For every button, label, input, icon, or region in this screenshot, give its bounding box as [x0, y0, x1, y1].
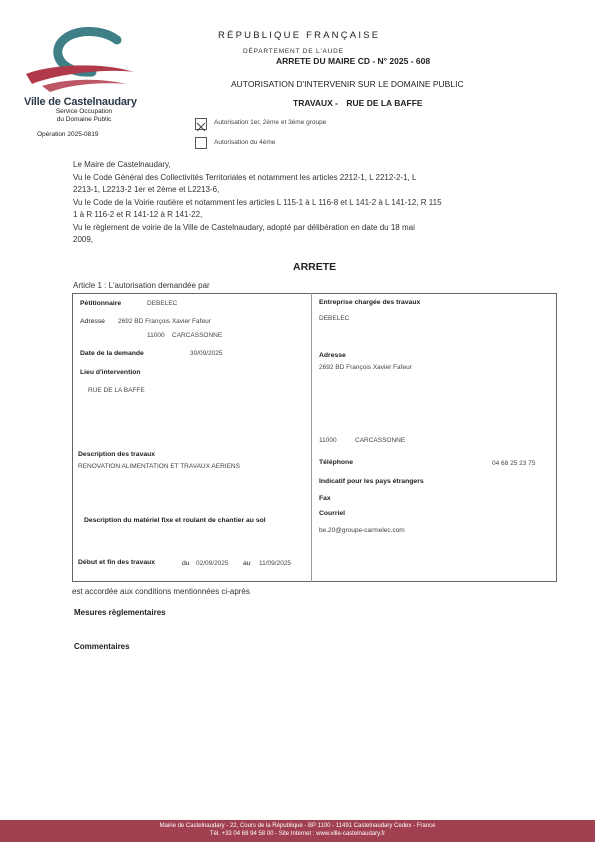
visas-block: [73, 159, 442, 247]
travaux-title: [293, 98, 423, 108]
checkbox-groupes-1-2-3[interactable]: [195, 118, 207, 130]
checkbox-label-1-2-3: Autorisation 1er, 2ème et 3ème groupe: [214, 119, 327, 126]
rue-label: RUE DE LA BAFFE: [346, 98, 423, 108]
ville-value: CARCASSONNE: [172, 332, 223, 339]
departement: DÉPARTEMENT DE L'AUDE: [243, 48, 344, 55]
au-label: au: [243, 560, 251, 567]
courriel-label: Courriel: [319, 510, 346, 517]
code-postal-value: 11000: [147, 332, 165, 339]
checkbox-groupe-4[interactable]: [195, 137, 207, 149]
visa-line: 2009,: [73, 235, 94, 244]
entreprise-code-postal: 11000: [319, 437, 337, 444]
courriel-value: be.20@groupe-carmelec.com: [319, 527, 405, 534]
city-name: Ville de Castelnaudary: [24, 96, 137, 108]
du-label: du: [182, 560, 190, 567]
telephone-label: Téléphone: [319, 459, 353, 466]
travaux-label: TRAVAUX -: [293, 98, 339, 108]
commentaires-heading: Commentaires: [74, 642, 130, 651]
request-form-box: [72, 293, 557, 582]
visa-line: Vu le Code de la Voirie routière et notamment les articles L 115-1 à L 116-8 et L 141-2 à L 141-12, R 115: [73, 197, 442, 207]
adresse-value: 2692 BD François Xavier Fafeur: [118, 318, 211, 325]
footer-address: Mairie de Castelnaudary - 22, Cours de la République - BP 1100 - 11491 Castelnaudary Cedex - France: [159, 823, 436, 829]
castelnaudary-logo-icon: [22, 22, 142, 102]
fax-label: Fax: [319, 495, 331, 502]
footer-contact: Tél. +33 04 68 94 58 00 - Site Internet : www.ville-castelnaudary.fr: [209, 831, 386, 837]
date-fin-value: 11/09/2025: [259, 560, 292, 567]
entreprise-ville: CARCASSONNE: [355, 437, 406, 444]
service-line-2: du Domaine Public: [56, 116, 112, 123]
lieu-intervention-label: Lieu d'intervention: [80, 369, 141, 376]
service-line-1: Service Occupation: [55, 108, 113, 115]
article-1: Article 1 : L'autorisation demandée par: [73, 281, 210, 290]
visa-line: Vu le règlement de voirie de la Ville de Castelnaudary, adopté par délibération en date du 18 mai: [73, 222, 415, 232]
petitionnaire-label: Pétitionnaire: [80, 300, 122, 307]
adresse-label: Adresse: [80, 318, 105, 325]
description-travaux-value: RENOVATION ALIMENTATION ET TRAVAUX AERIENS: [78, 463, 240, 470]
petitionnaire-value: DEBELEC: [147, 300, 178, 307]
conditions-text: est accordée aux conditions mentionnées ci-après: [72, 587, 250, 596]
visa-line: Le Maire de Castelnaudary,: [73, 160, 171, 169]
arrete-heading: ARRETE: [293, 261, 337, 273]
lieu-intervention-value: RUE DE LA BAFFE: [88, 387, 145, 394]
date-demande-label: Date de la demande: [80, 350, 144, 357]
description-travaux-label: Description des travaux: [78, 451, 156, 458]
date-demande-value: 30/09/2025: [190, 350, 223, 357]
arrete-number: ARRETE DU MAIRE CD - N° 2025 - 608: [276, 56, 431, 66]
autorisation-title: AUTORISATION D'INTERVENIR SUR LE DOMAINE PUBLIC: [231, 79, 464, 89]
visa-line: Vu le Code Général des Collectivités Territoriales et notamment les articles 2212-1, L 2212-2-1, L: [73, 172, 417, 182]
operation-number: Opération 2025-0819: [37, 131, 99, 138]
date-debut-value: 02/09/2025: [196, 560, 229, 567]
entreprise-label: Entreprise chargée des travaux: [319, 299, 421, 306]
mesures-heading: Mesures règlementaires: [74, 608, 166, 617]
materiel-label: Description du matériel fixe et roulant de chantier au sol: [84, 517, 266, 524]
indicatif-label: Indicatif pour les pays étrangers: [319, 478, 424, 485]
entreprise-value: DEBELEC: [319, 315, 350, 322]
republique-francaise: RÉPUBLIQUE FRANÇAISE: [218, 30, 381, 41]
entreprise-adresse-value: 2692 BD François Xavier Fafeur: [319, 364, 412, 371]
form-column-divider: [311, 293, 312, 582]
checkbox-label-4: Autorisation du 4ème: [214, 139, 276, 146]
check-x-icon: [196, 122, 206, 132]
visa-line: 1 à R 116-2 et R 141-12 à R 141-22,: [73, 210, 203, 219]
debut-fin-label: Début et fin des travaux: [78, 559, 156, 566]
telephone-value: 04 68 25 23 75: [492, 460, 536, 467]
city-logo: [22, 22, 142, 102]
visa-line: 2213-1, L2213-2 1er et 2ème et L2213-6,: [73, 185, 220, 194]
entreprise-adresse-label: Adresse: [319, 352, 346, 359]
